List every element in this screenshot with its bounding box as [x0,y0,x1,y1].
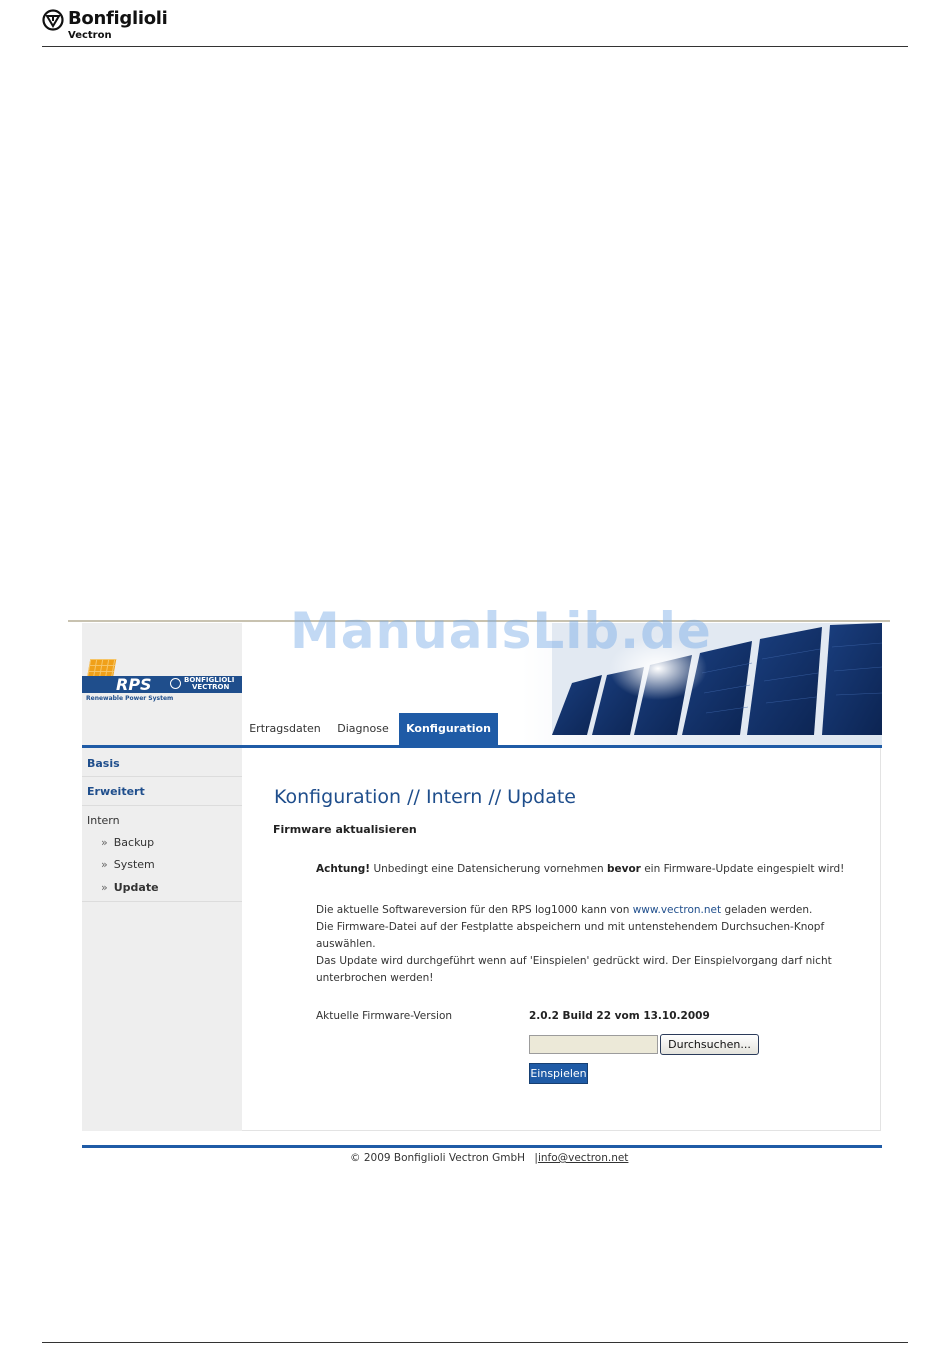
footer [350,1152,628,1164]
main-content [242,748,881,1131]
sidebar-item-erweitert[interactable] [82,777,242,806]
rps-logo-tagline: Renewable Power System [86,695,174,702]
info-text: Die aktuelle Softwareversion für den RPS log1000 kann von www.vectron.net geladen werden. Die Firmware-Datei auf der Festplatte abspeichern und mit untenstehendem Durchsuchen-Knopf auswählen. Das Update wird durchgeführt wenn auf 'Einspielen' gedrückt wird. Der Einspielvorgang darf nicht unterbrochen werden! [316,904,832,984]
sidebar [82,748,242,1131]
arrow-icon: » [101,836,108,849]
footer-email-link[interactable]: info@vectron.net [537,1152,629,1164]
footer-blue-rule [82,1145,882,1148]
tab-konfiguration[interactable]: Konfiguration [399,713,498,745]
rps-logo-company: BONFIGLIOLI VECTRON [184,676,235,691]
footer-separator: | [534,1152,538,1164]
sidebar-item-intern [82,806,242,902]
brand-name: Bonfiglioli [68,8,168,29]
arrow-icon: » [101,858,108,871]
brand-sub: Vectron [68,30,112,41]
footer-copyright: © 2009 Bonfiglioli Vectron GmbH [350,1152,526,1164]
bonfiglioli-logo [42,8,172,44]
sidebar-subitem-system[interactable]: » System [101,858,155,871]
sidebar-erweitert-label[interactable]: Erweitert [87,785,145,798]
logo-area [82,623,242,745]
bonfiglioli-logo-icon [42,9,64,31]
tab-diagnose[interactable]: Diagnose [337,722,389,735]
rps-logo [82,659,242,705]
firmware-version-value: 2.0.2 Build 22 vom 13.10.2009 [529,1010,710,1022]
page-title: Konfiguration // Intern // Update [274,786,576,808]
sidebar-subitem-backup[interactable]: » Backup [101,836,155,849]
firmware-version-label: Aktuelle Firmware-Version [316,1010,453,1022]
section-title: Firmware aktualisieren [273,823,417,836]
sidebar-basis-label[interactable]: Basis [87,757,120,770]
sidebar-intern-label[interactable]: Intern [87,814,120,827]
header-divider [42,46,908,47]
sidebar-subitem-update[interactable]: » Update [101,881,159,894]
sidebar-item-basis[interactable] [82,748,242,777]
file-path-input[interactable] [529,1035,658,1054]
watermark: ManualsLib.de [290,602,712,660]
einspielen-button[interactable]: Einspielen [529,1063,588,1084]
rps-web-interface [82,623,882,1163]
bonfiglioli-mini-icon [170,678,181,689]
tab-ertragsdaten[interactable]: Ertragsdaten [249,722,321,735]
footer-divider [42,1342,908,1343]
rps-logo-text: RPS [116,675,152,694]
arrow-icon: » [101,881,108,894]
vectron-link[interactable]: www.vectron.net [632,904,722,916]
warning-text: Achtung! Unbedingt eine Datensicherung vornehmen bevor ein Firmware-Update eingespielt wird! [316,863,845,875]
browse-button[interactable]: Durchsuchen... [660,1034,759,1055]
